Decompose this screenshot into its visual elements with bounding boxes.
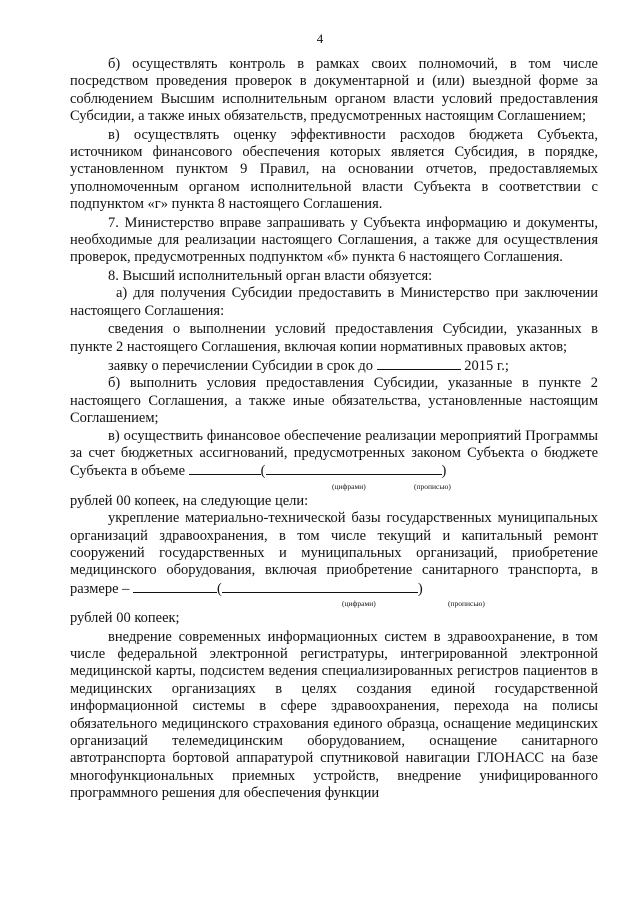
caption-words: (прописью): [414, 481, 451, 491]
amount-close-paren: ): [441, 463, 447, 480]
paragraph-zayavka: [70, 357, 598, 375]
paragraph-8b: б) выполнить условия предоставления Субсидии, указанные в пункте 2 настоящего Соглашения, а также иные обязательства, установленные настоящим Соглашением;: [70, 375, 598, 427]
ukreplenie-open-paren: (: [217, 580, 222, 597]
paragraph-vnedrenie: внедрение современных информационных систем в здравоохранение, в том числе федеральной электронной регистратуры, интегрированной электронной медицинской карты, подсистем ведения специализированных регистров пациентов в медицинских организациях в целях создания единой государственной информационной системы в сфере здравоохранения, перехода на полисы обязательного медицинского страхования единого образца, оснащение медицинских организаций телемедицинским оборудованием, оснащение санитарного автотранспорта бортовой аппаратурой спутниковой навигации ГЛОНАСС на базе многофункциональных приемных устройств, внедрение унифицированного программного решения для обеспечения функции: [70, 628, 598, 802]
caption-words: (прописью): [448, 599, 485, 609]
paragraph-6v-evaluation: в) осуществлять оценку эффективности расходов бюджета Субъекта, источником финансового обеспечения которых является Субсидия, в порядке, установленном пунктом 9 Правил, на основании отчетов, предоставляемых уполномоченным органом исполнительной власти Субъекта в соответствии с подпунктом «г» пункта 8 настоящего Соглашения.: [70, 126, 598, 213]
page-number: 4: [316, 31, 324, 46]
paragraph-8v-text: в) осуществить финансовое обеспечение реализации мероприятий Программы за счет бюджетных ассигнований, предусмотренных законом Субъекта о бюджете Субъекта в объеме: [70, 427, 598, 480]
paragraph-ukreplenie: [70, 510, 598, 598]
zayavka-text: заявку о перечислении Субсидии в срок до: [108, 357, 374, 374]
ukreplenie-captions: [70, 598, 598, 610]
caption-digits: (цифрами): [342, 599, 376, 609]
zayavka-year: 2015 г.;: [464, 357, 509, 374]
amount-captions: [70, 481, 598, 493]
ukreplenie-words-blank: [222, 580, 418, 593]
amount-digits-blank: [189, 462, 261, 475]
paragraph-rubles-1: рублей 00 копеек, на следующие цели:: [70, 492, 309, 509]
paragraph-8a: а) для получения Субсидии предоставить в Министерство при заключении настоящего Соглашения:: [70, 285, 598, 319]
amount-words-blank: [266, 462, 442, 475]
document-body: [70, 56, 598, 803]
caption-digits: (цифрами): [332, 481, 366, 491]
paragraph-svedeniya: сведения о выполнении условий предоставления Субсидии, указанных в пункте 2 настоящего Соглашения, включая копии нормативных правовых актов;: [70, 321, 598, 355]
paragraph-7: 7. Министерство вправе запрашивать у Субъекта информацию и документы, необходимые для реализации настоящего Соглашения, а также для осуществления проверок, предусмотренных подпунктом «б» пункта 6 настоящего Соглашения.: [70, 214, 598, 266]
ukreplenie-close-paren: ): [417, 580, 423, 597]
paragraph-8v: [70, 428, 598, 481]
paragraph-ukreplenie-text: укрепление материально-технической базы государственных муниципальных организаций здравоохранения, в том числе текущий и капитальный ремонт сооружений государственных и муниципальных организаций, приобретение медицинского оборудования, включая приобретение санитарного транспорта, в размере –: [70, 510, 598, 597]
paragraph-rubles-2: рублей 00 копеек;: [70, 610, 180, 627]
amount-open-paren: (: [260, 463, 266, 480]
paragraph-8: 8. Высший исполнительный орган власти обязуется:: [108, 267, 433, 284]
deadline-blank: [377, 357, 461, 370]
ukreplenie-digits-blank: [133, 580, 217, 593]
paragraph-6b-control: б) осуществлять контроль в рамках своих полномочий, в том числе посредством проведения проверок в документарной и (или) выездной форме за соблюдением Высшим исполнительным органом власти условий предоставления Субсидии, а также иных обязательств, предусмотренных настоящим Соглашением;: [70, 56, 598, 125]
